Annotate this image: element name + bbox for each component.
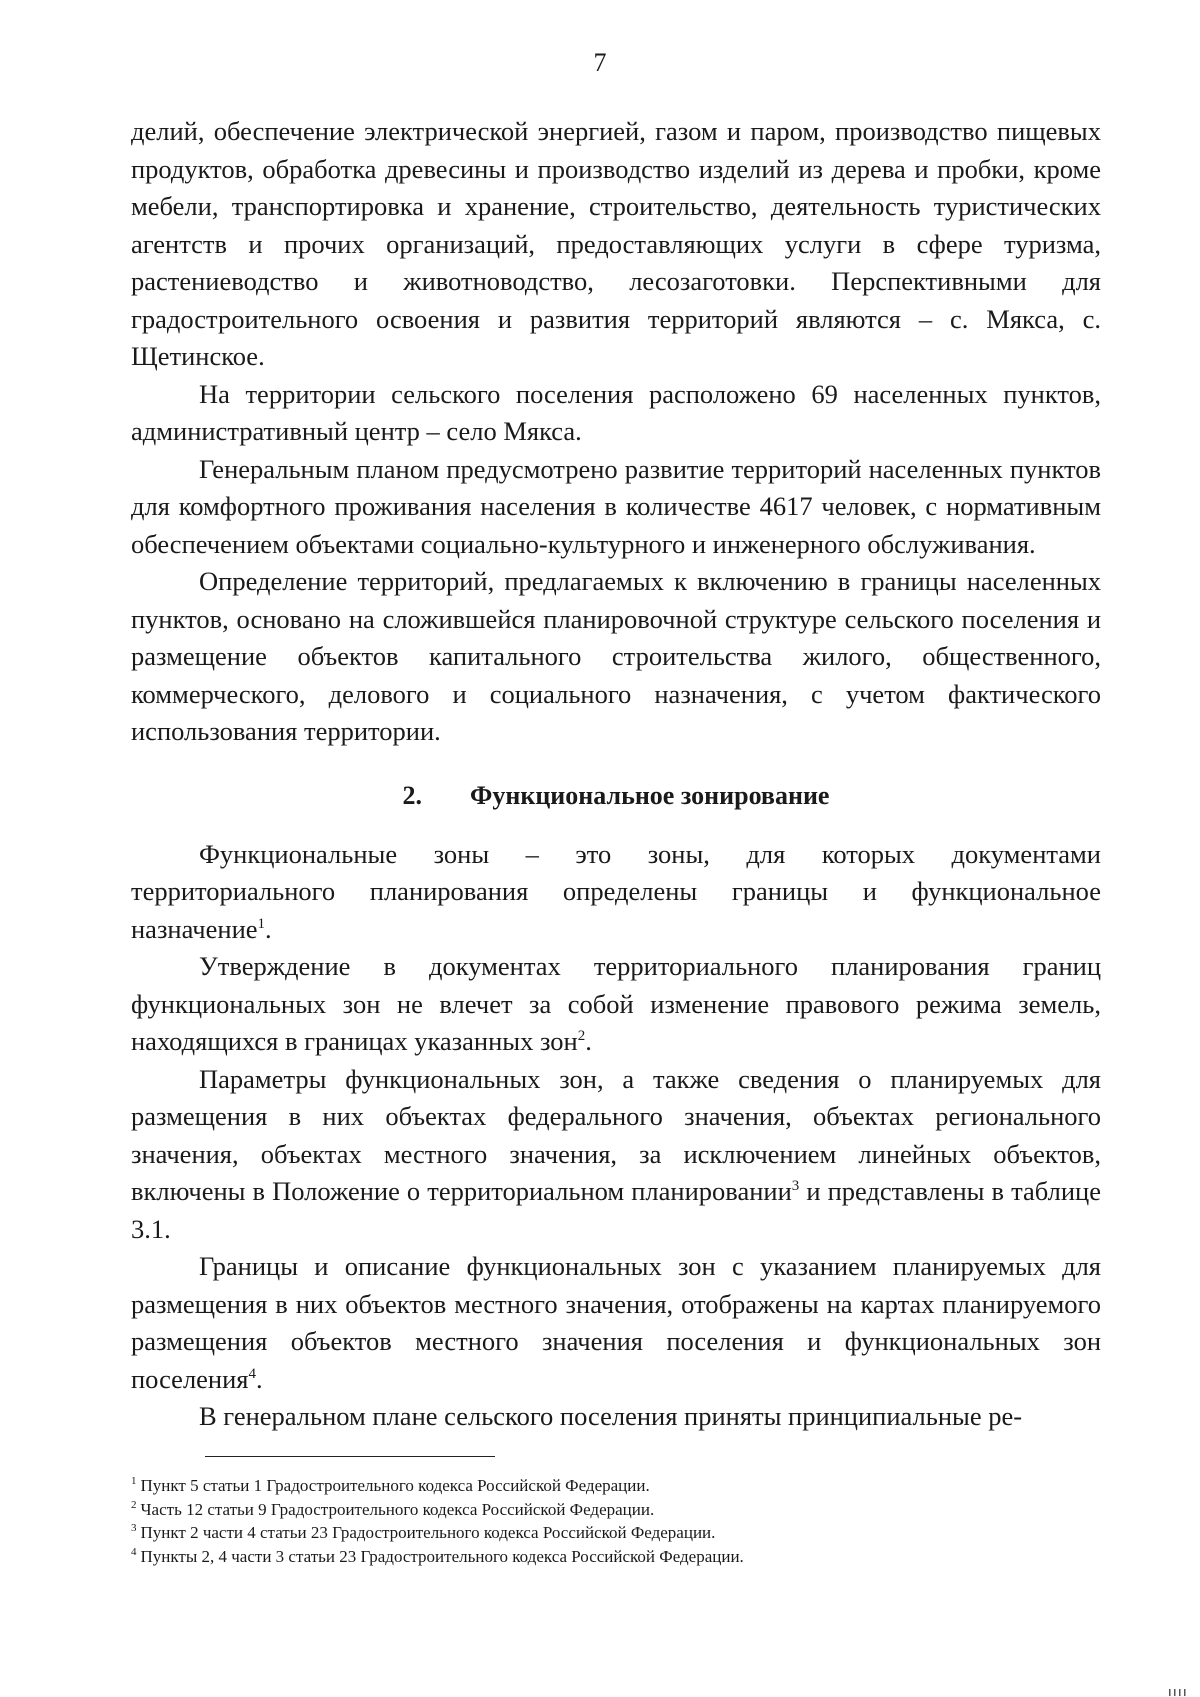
footnote-mark: 4	[131, 1545, 137, 1558]
paragraph-continued: делий, обеспечение электрической энергией, газом и паром, производство пищевых продуктов, обработка древесины и производство изделий из дерева и пробки, кроме мебели, транспортировка и хранение, строительство, деятельность туристических агентств и прочих организаций, предоставляющих услуги в сфере туризма, растениеводство и животноводство, лесозаготовки. Перспективными для градостроительного освоения и развития территорий являются – с. Мякса, с. Щетинское.	[131, 116, 1101, 371]
paragraph	[131, 836, 1101, 949]
paragraph-tail: .	[255, 1363, 263, 1394]
paragraph-text: В генеральном плане сельского поселения приняты принципиальные ре-	[199, 1401, 1023, 1431]
scan-mark-icon	[1167, 1688, 1191, 1696]
section-title: Функциональное зонирование	[470, 780, 830, 810]
paragraph-text: Функциональные зоны – это зоны, для которых документами территориального планирования определены границы и функциональное назначение	[131, 838, 1101, 944]
paragraph-continues	[131, 1398, 1101, 1436]
paragraph: На территории сельского поселения расположено 69 населенных пунктов, административный центр – село Мякса.	[131, 378, 1101, 446]
footnote-reference[interactable]: 2	[577, 1028, 586, 1045]
page-number: 7	[593, 48, 607, 77]
footnotes	[131, 1474, 1101, 1568]
footnote-item	[131, 1521, 1101, 1545]
footnote-text: Часть 12 статьи 9 Градостроительного кодекса Российской Федерации.	[140, 1499, 655, 1519]
paragraph-tail: .	[585, 1026, 592, 1056]
paragraph-text: Утверждение в документах территориального планирования границ функциональных зон не влечет за собой изменение правового режима земель, находящихся в границах указанных зон	[131, 951, 1101, 1056]
paragraph-tail: .	[265, 913, 272, 944]
footnote-text: Пункт 2 части 4 статьи 23 Градостроительного кодекса Российской Федерации.	[140, 1523, 716, 1542]
paragraph	[131, 1248, 1101, 1398]
footnote-mark: 1	[131, 1475, 137, 1488]
footnote-reference[interactable]: 3	[791, 1178, 800, 1195]
footnote-mark: 2	[131, 1498, 137, 1511]
paragraph	[131, 948, 1101, 1061]
paragraph-tail: и представлены в таблице 3.1.	[131, 1176, 1101, 1244]
footnote-reference[interactable]: 1	[257, 915, 266, 932]
footnote-text: Пункт 5 статьи 1 Градостроительного кодекса Российской Федерации.	[140, 1476, 650, 1495]
paragraph: Генеральным планом предусмотрено развитие территорий населенных пунктов для комфортного проживания населения в количестве 4617 человек, с нормативным обеспечением объектами социально-культурного и инженерного обслуживания.	[131, 453, 1101, 559]
section-heading	[131, 777, 1101, 814]
footnote-separator	[205, 1456, 495, 1457]
paragraph-text: Границы и описание функциональных зон с указанием планируемых для размещения в них объектов местного значения, отображены на картах планируемого размещения объектов местного значения поселения и функциональных зон поселения	[131, 1251, 1101, 1394]
footnote-item	[131, 1474, 1101, 1498]
footnote-text: Пункты 2, 4 части 3 статьи 23 Градостроительного кодекса Российской Федерации.	[140, 1546, 744, 1566]
paragraph: Определение территорий, предлагаемых к включению в границы населенных пунктов, основано на сложившейся планировочной структуре сельского поселения и размещение объектов капитального строительства жилого, общественного, коммерческого, делового и социального назначения, с учетом фактического использования территории.	[131, 566, 1101, 746]
footnote-item	[131, 1545, 1101, 1569]
footnote-item	[131, 1498, 1101, 1522]
paragraph	[131, 1061, 1101, 1249]
body-text	[131, 113, 1101, 1436]
footnote-mark: 3	[131, 1522, 137, 1535]
footnote-reference[interactable]: 4	[248, 1365, 256, 1382]
section-number: 2.	[402, 780, 423, 810]
paragraph-text: Параметры функциональных зон, а также сведения о планируемых для размещения в них объектах федерального значения, объектах регионального значения, объектах местного значения, за исключением линейных объектов, включены в Положение о территориальном планировании	[131, 1063, 1101, 1206]
